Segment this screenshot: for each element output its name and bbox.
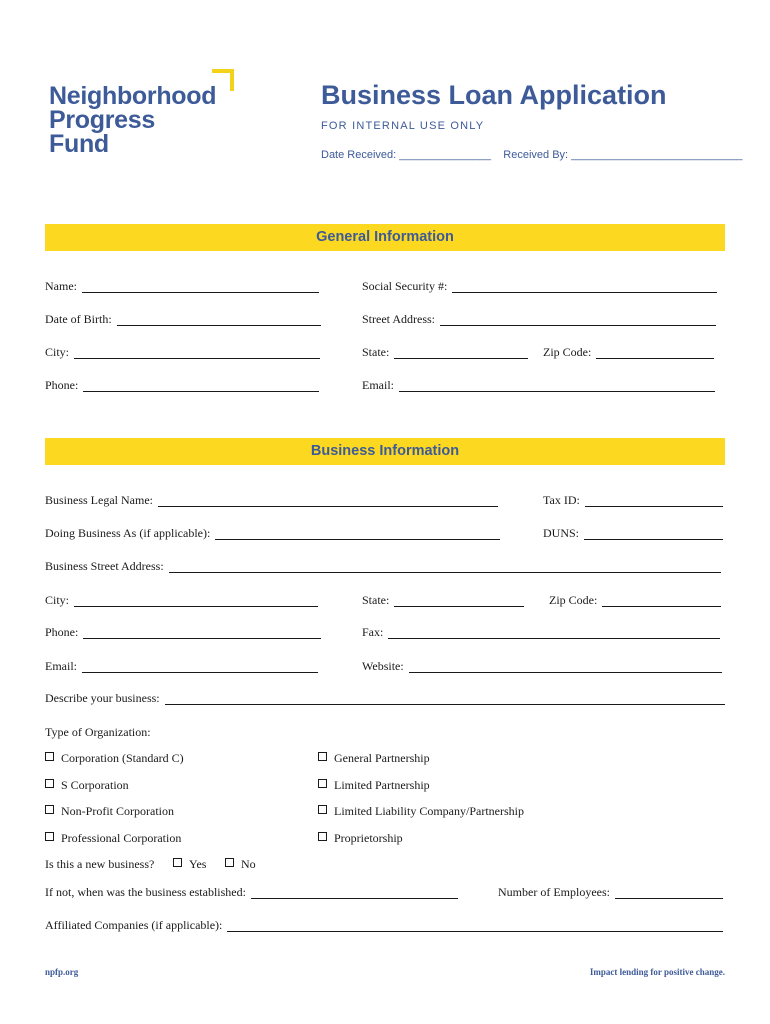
established-date-field[interactable] [45, 885, 458, 899]
checkbox-icon[interactable] [225, 858, 234, 867]
business-phone-field[interactable] [45, 625, 321, 639]
business-zip-code-label: Zip Code: [549, 593, 598, 607]
zip-code-field[interactable] [543, 345, 714, 359]
org-type-option[interactable] [45, 831, 181, 846]
org-type-option[interactable] [45, 804, 174, 819]
org-type-option[interactable] [45, 751, 184, 766]
date-received-label: Date Received: [321, 149, 397, 161]
name-label: Name: [45, 279, 77, 293]
business-email-label: Email: [45, 659, 77, 673]
business-street-address-field[interactable] [45, 559, 721, 573]
business-city-label: City: [45, 593, 70, 607]
date-received-field[interactable]: _______________ [399, 149, 492, 161]
business-street-address-label: Business Street Address: [45, 559, 164, 573]
received-by-label: Received By: [503, 149, 569, 161]
city-field[interactable] [45, 345, 320, 359]
fax-field[interactable] [362, 625, 720, 639]
business-zip-code-field[interactable] [549, 593, 721, 607]
new-business-no-option[interactable] [225, 857, 256, 872]
logo-line-1: Neighborhood [49, 82, 217, 110]
dba-field[interactable] [45, 526, 500, 540]
ssn-label: Social Security #: [362, 279, 448, 293]
org-type-option[interactable] [318, 804, 524, 819]
name-field[interactable] [45, 279, 319, 293]
phone-label: Phone: [45, 378, 79, 392]
new-business-question [45, 857, 154, 872]
yes-label: Yes [189, 857, 207, 871]
checkbox-icon[interactable] [318, 832, 327, 841]
footer-tagline: Impact lending for positive change. [589, 967, 725, 977]
checkbox-icon[interactable] [318, 779, 327, 788]
org-type-label: Professional Corporation [61, 831, 182, 845]
website-field[interactable] [362, 659, 722, 673]
zip-code-label: Zip Code: [543, 345, 592, 359]
tax-id-field[interactable] [543, 493, 723, 507]
org-type-label: Proprietorship [334, 831, 403, 845]
org-type-option[interactable] [318, 831, 403, 846]
org-type-label: Limited Liability Company/Partnership [334, 804, 524, 818]
website-label: Website: [362, 659, 404, 673]
footer-url[interactable]: npfp.org [45, 967, 79, 977]
general-information-heading: General Information [45, 224, 725, 251]
affiliated-companies-label: Affiliated Companies (if applicable): [45, 918, 223, 932]
logo-line-2: Progress [49, 106, 155, 134]
dob-field[interactable] [45, 312, 321, 326]
org-type-label: General Partnership [334, 751, 430, 765]
established-label: If not, when was the business established: [45, 885, 246, 899]
checkbox-icon[interactable] [173, 858, 182, 867]
tax-id-label: Tax ID: [543, 493, 580, 507]
new-business-yes-option[interactable] [173, 857, 206, 872]
business-legal-name-field[interactable] [45, 493, 498, 507]
logo-corner-accent-icon [212, 69, 234, 91]
business-state-field[interactable] [362, 593, 524, 607]
describe-business-field[interactable] [45, 691, 725, 705]
fax-label: Fax: [362, 625, 384, 639]
duns-label: DUNS: [543, 526, 580, 540]
business-city-field[interactable] [45, 593, 318, 607]
checkbox-icon[interactable] [318, 805, 327, 814]
no-label: No [241, 857, 256, 871]
city-label: City: [45, 345, 70, 359]
checkbox-icon[interactable] [318, 752, 327, 761]
new-business-label: Is this a new business? [45, 857, 155, 871]
ssn-field[interactable] [362, 279, 717, 293]
page-title: Business Loan Application [321, 80, 667, 110]
business-email-field[interactable] [45, 659, 318, 673]
dba-label: Doing Business As (if applicable): [45, 526, 211, 540]
organization-type-label: Type of Organization: [45, 725, 151, 739]
org-type-label: Non-Profit Corporation [61, 804, 174, 818]
state-label: State: [362, 345, 390, 359]
checkbox-icon[interactable] [45, 832, 54, 841]
duns-field[interactable] [543, 526, 723, 540]
org-type-label: S Corporation [61, 778, 129, 792]
logo-line-3: Fund [49, 130, 109, 158]
org-type-option[interactable] [45, 778, 129, 793]
org-type-option[interactable] [318, 778, 430, 793]
business-legal-name-label: Business Legal Name: [45, 493, 153, 507]
phone-field[interactable] [45, 378, 319, 392]
checkbox-icon[interactable] [45, 779, 54, 788]
org-type-label: Corporation (Standard C) [61, 751, 184, 765]
street-address-label: Street Address: [362, 312, 435, 326]
org-type-label: Limited Partnership [334, 778, 430, 792]
number-of-employees-label: Number of Employees: [498, 885, 610, 899]
received-by-field[interactable]: ____________________________ [571, 149, 743, 161]
describe-business-label: Describe your business: [45, 691, 160, 705]
dob-label: Date of Birth: [45, 312, 112, 326]
email-field[interactable] [362, 378, 715, 392]
street-address-field[interactable] [362, 312, 716, 326]
business-phone-label: Phone: [45, 625, 79, 639]
number-of-employees-field[interactable] [498, 885, 723, 899]
email-label: Email: [362, 378, 394, 392]
internal-use-label: FOR INTERNAL USE ONLY [321, 120, 485, 132]
affiliated-companies-field[interactable] [45, 918, 723, 932]
org-type-option[interactable] [318, 751, 430, 766]
business-state-label: State: [362, 593, 390, 607]
received-line [321, 149, 742, 161]
checkbox-icon[interactable] [45, 805, 54, 814]
state-field[interactable] [362, 345, 528, 359]
organization-logo [49, 84, 216, 156]
business-information-heading: Business Information [45, 438, 725, 465]
checkbox-icon[interactable] [45, 752, 54, 761]
